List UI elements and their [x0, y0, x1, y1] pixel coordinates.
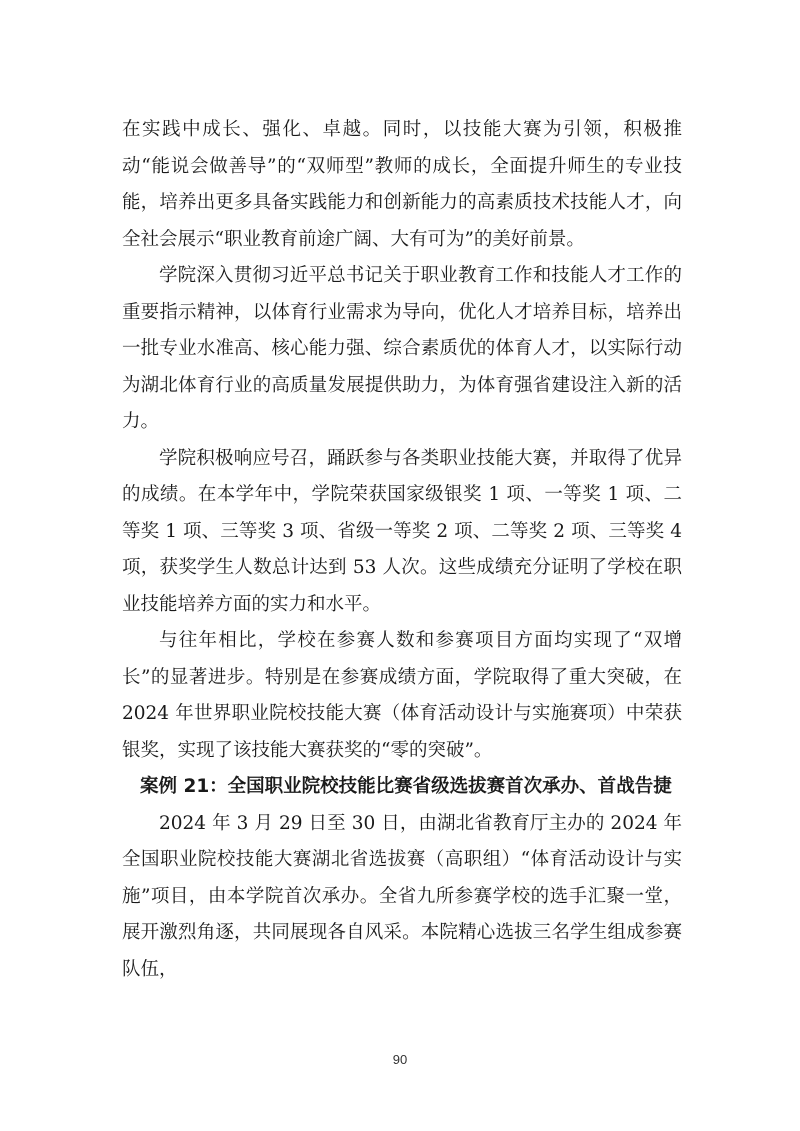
body-paragraph-1: 在实践中成长、强化、卓越。同时，以技能大赛为引领，积极推动“能说会做善导”的“双师型”教师的成长，全面提升师生的专业技能，培养出更多具备实践能力和创新能力的高素质技术技能人才，向全社会展示“职业教育前途广阔、大有可为”的美好前景。 — [122, 119, 682, 250]
body-paragraph-2: 学院深入贯彻习近平总书记关于职业教育工作和技能人才工作的重要指示精神，以体育行业需求为导向，优化人才培养目标，培养出一批专业水准高、核心能力强、综合素质优的体育人才，以实际行动为湖北体育行业的高质量发展提供助力，为体育强省建设注入新的活力。 — [122, 265, 682, 432]
case-heading: 案例 21：全国职业院校技能比赛省级选拔赛首次承办、首战告捷 — [140, 776, 672, 797]
case-paragraph: 2024 年 3 月 29 日至 30 日，由湖北省教育厅主办的 2024 年全国职业院校技能大赛湖北省选拔赛（高职组）“体育活动设计与实施”项目，由本学院首次承办。全省九所参赛学校的选手汇聚一堂，展开激烈角逐，共同展现各自风采。本院精心选拔三名学生组成参赛队伍， — [122, 812, 682, 980]
body-paragraph-3: 学院积极响应号召，踊跃参与各类职业技能大赛，并取得了优异的成绩。在本学年中，学院荣获国家级银奖 1 项、一等奖 1 项、二等奖 1 项、三等奖 3 项、省级一等奖 2 项、二等奖 2 项、三等奖 4 项，获奖学生人数总计达到 53 人次。这些成绩充分证明了学校在职业技能培养方面的实力和水平。 — [122, 447, 682, 615]
body-paragraph-4: 与往年相比，学校在参赛人数和参赛项目方面均实现了“双增长”的显著进步。特别是在参赛成绩方面，学院取得了重大突破，在 2024 年世界职业院校技能大赛（体育活动设计与实施赛项）中荣获银奖，实现了该技能大赛获奖的“零的突破”。 — [122, 630, 682, 761]
page-number: 90 — [392, 1052, 408, 1067]
document-body — [122, 112, 682, 988]
